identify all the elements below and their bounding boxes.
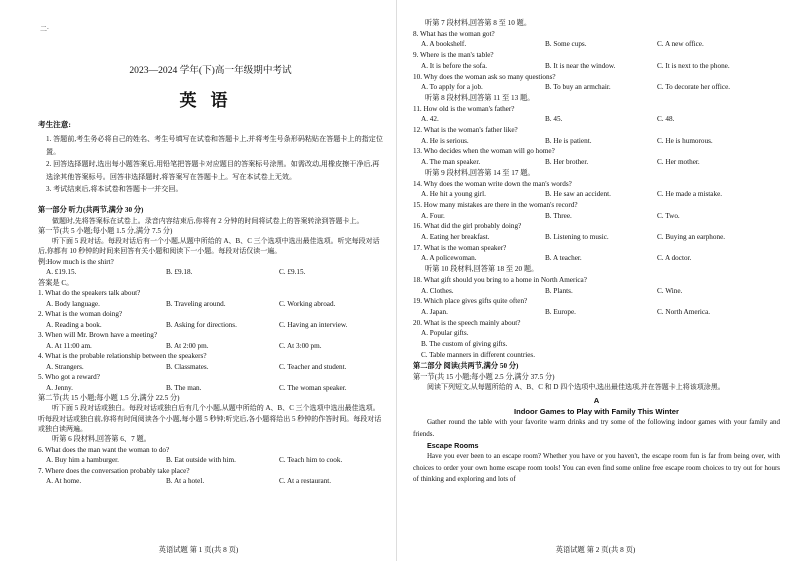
option-c: C. Her mother. [657, 158, 700, 167]
option-a: A. Jenny. [46, 383, 73, 392]
question-9 [413, 50, 780, 71]
exam-page-2 [397, 0, 794, 561]
option-b: B. Some cups. [545, 40, 587, 49]
question-text: 10. Why does the woman ask so many questions? [413, 72, 556, 81]
question-text: 4. What is the probable relationship between the speakers? [38, 352, 207, 361]
option-a: A. Japan. [421, 307, 448, 316]
option-b: B. Her brother. [545, 158, 589, 167]
option-b: B. To buy an armchair. [545, 83, 611, 92]
question-text: 15. How many mistakes are there in the woman's record? [413, 200, 578, 209]
option-b: B. A teacher. [545, 254, 582, 263]
option-a: A. Four. [421, 211, 445, 220]
question-text: 12. What is the woman's father like? [413, 126, 518, 135]
option-b: B. Classmates. [166, 362, 209, 371]
option-a: A. He hit a young girl. [421, 190, 486, 199]
question-14 [413, 179, 780, 200]
option-b: B. It is near the window. [545, 61, 616, 70]
notice-item: 3. 考试结束后,将本试卷和答题卡一并交回。 [46, 185, 183, 193]
option-b: B. The man. [166, 383, 202, 392]
question-6 [38, 445, 383, 466]
material-10-prompt: 听第 10 段材料,回答第 18 至 20 题。 [425, 265, 539, 274]
section1-heading: 第一节(共 5 小题;每小题 1.5 分,满分 7.5 分) [38, 226, 173, 235]
option-a: A. The man speaker. [421, 158, 481, 167]
question-text: 9. Where is the man's table? [413, 51, 494, 60]
option-c: C. At a restaurant. [279, 477, 332, 486]
section2-instructions: 听下面 5 段对话或独白。每段对话或独白后有几个小题,从题中所给的 A、B、C 三个选项中选出最佳选项。听每段对话或独白前,你将有时间阅读各个小题,每小题 5 秒钟;听完后,各小题将给出 5 秒钟的作答时间。每段对话或独白读两遍。 [38, 404, 382, 434]
question-text: 13. Who decides when the woman will go home? [413, 147, 555, 156]
option-c: C. Teach him to cook. [279, 456, 343, 465]
option-c: C. Having an interview. [279, 320, 348, 329]
part2-instructions: 阅读下列短文,从每题所给的 A、B、C 和 D 四个选项中,选出最佳选项,并在答题卡上将该项涂黑。 [427, 382, 725, 391]
question-17 [413, 243, 780, 264]
question-text: 16. What did the girl probably doing? [413, 222, 522, 231]
corner-mark: 二 · [40, 25, 49, 33]
material-9-prompt: 听第 9 段材料,回答第 14 至 17 题。 [425, 168, 535, 177]
question-1 [38, 288, 383, 309]
option-a: A. At 11:00 am. [46, 341, 92, 350]
question-13 [413, 146, 780, 167]
option-a: A. Buy him a hamburger. [46, 456, 119, 465]
question-2 [38, 309, 383, 330]
question-4 [38, 351, 383, 372]
question-15 [413, 200, 780, 221]
option-a: A. 42. [421, 115, 439, 124]
section2-heading: 第二节(共 15 小题;每小题 1.5 分,满分 22.5 分) [38, 394, 180, 403]
option-c: C. Table manners in different countries. [421, 350, 535, 359]
question-16 [413, 221, 780, 242]
option-b: B. Asking for directions. [166, 320, 237, 329]
question-text: 17. What is the woman speaker? [413, 243, 507, 252]
option-b: B. Traveling around. [166, 299, 226, 308]
option-a: A. He is serious. [421, 136, 469, 145]
option-a: A. A policewoman. [421, 254, 477, 263]
part1-instructions: 做题时,先将答案标在试卷上。录音内容结束后,你将有 2 分钟的时间将试卷上的答案转涂到答题卡上。 [52, 216, 364, 225]
passage-paragraph: Have you ever been to an escape room? Whether you have or you haven't, the escape room fun is far from being over, with choices to order your own home escape room tools! You can even find some online free escape room choices to try out for hours of thinking and exploring and lots of [413, 452, 780, 484]
question-text: 19. Which place gives gifts quite often? [413, 297, 528, 306]
exam-title: 2023—2024 学年(下)高一年级期中考试 [129, 65, 292, 76]
question-text: 5. Who got a reward? [38, 373, 100, 382]
option-c: C. £9.15. [279, 268, 306, 277]
option-b: B. At 2:00 pm. [166, 341, 209, 350]
option-b: B. Listening to music. [545, 233, 609, 242]
option-a: A. At home. [46, 477, 82, 486]
option-c: C. It is next to the phone. [657, 61, 730, 70]
passage-paragraph: Gather round the table with your favorite warm drinks and try some of the following indoor games with your family and friends. [413, 418, 780, 438]
option-b: B. 45. [545, 115, 563, 124]
option-c: C. At 3:00 pm. [279, 341, 322, 350]
option-b: B. The custom of giving gifts. [421, 340, 508, 349]
option-a: A. Body language. [46, 299, 100, 308]
option-c: C. 48. [657, 115, 675, 124]
question-text: 8. What has the woman got? [413, 29, 495, 38]
question-text: 1. What do the speakers talk about? [38, 289, 141, 298]
option-b: B. Three. [545, 211, 572, 220]
option-c: C. Working abroad. [279, 299, 336, 308]
example-answer: 答案是 C。 [38, 278, 74, 287]
option-b: B. Plants. [545, 286, 573, 295]
option-a: A. Eating her breakfast. [421, 233, 490, 242]
question-text: 14. Why does the woman write down the man's words? [413, 179, 572, 188]
option-b: B. £9.18. [166, 268, 193, 277]
section1-instructions: 听下面 5 段对话。每段对话后有一个小题,从题中所给的 A、B、C 三个选项中选出最佳选项。听完每段对话后,你都有 10 秒钟的时间来回答有关小题和阅读下一小题。每段对话仅读一遍。 [38, 237, 380, 256]
material-8-prompt: 听第 8 段材料,回答第 11 至 13 题。 [425, 93, 535, 102]
option-c: C. Teacher and student. [279, 362, 347, 371]
notice-heading: 考生注意: [38, 120, 71, 129]
option-a: A. Popular gifts. [421, 329, 469, 338]
option-c: C. To decorate her office. [657, 83, 731, 92]
subject-heading: 英语 [179, 91, 242, 111]
question-text: 20. What is the speech mainly about? [413, 318, 521, 327]
question-text: 3. When will Mr. Brown have a meeting? [38, 331, 158, 340]
option-c: C. A doctor. [657, 254, 692, 263]
option-c: C. Wine. [657, 286, 683, 295]
option-a: A. Reading a book. [46, 320, 102, 329]
option-c: C. He is humorous. [657, 136, 713, 145]
question-text: 7. Where does the conversation probably take place? [38, 466, 190, 475]
page-footer: 英语试题 第 1 页(共 8 页) [158, 545, 239, 554]
material-7-prompt: 听第 7 段材料,回答第 8 至 10 题。 [425, 19, 532, 27]
part2-section1-heading: 第一节(共 15 小题;每小题 2.5 分,满分 37.5 分) [413, 372, 555, 381]
notice-item: 1. 答题前,考生务必将自己的姓名、考生号填写在试卷和答题卡上,并将考生号条形码粘贴在答题卡上的指定位置。 [46, 135, 383, 156]
option-a: A. Strangers. [46, 362, 84, 371]
option-b: B. He is patient. [545, 136, 592, 145]
question-8 [413, 29, 780, 50]
question-5 [38, 372, 383, 393]
passage-letter: A [593, 396, 600, 406]
option-c: C. Two. [657, 211, 680, 220]
option-a: A. A bookshelf. [421, 40, 467, 49]
question-3 [38, 330, 383, 351]
option-c: C. A new office. [657, 40, 704, 49]
option-c: C. The woman speaker. [279, 383, 347, 392]
question-text: 11. How old is the woman's father? [413, 104, 515, 113]
question-18 [413, 275, 780, 296]
notice-item: 2. 回答选择题时,选出每小题答案后,用铅笔把答题卡对应题目的答案标号涂黑。如需改动,用橡皮擦干净后,再选涂其他答案标号。回答非选择题时,将答案写在答题卡上。写在本试卷上无效。 [46, 160, 380, 181]
question-text: 2. What is the woman doing? [38, 310, 123, 319]
question-20 [413, 318, 780, 361]
part1-heading: 第一部分 听力(共两节,满分 30 分) [38, 205, 144, 214]
page-footer: 英语试题 第 2 页(共 8 页) [555, 545, 636, 554]
option-a: A. It is before the sofa. [421, 61, 488, 70]
option-b: B. Europe. [545, 307, 576, 316]
option-b: B. He saw an accident. [545, 190, 611, 199]
option-c: C. He made a mistake. [657, 190, 723, 199]
question-text: 18. What gift should you bring to a home in North America? [413, 275, 587, 284]
option-b: B. Eat outside with him. [166, 456, 236, 465]
example-question: 例:How much is the shirt? [38, 257, 114, 266]
option-a: A. £19.15. [46, 268, 77, 277]
option-b: B. At a hotel. [166, 477, 205, 486]
option-a: A. To apply for a job. [421, 83, 483, 92]
option-c: C. Buying an earphone. [657, 233, 726, 242]
passage-title: Indoor Games to Play with Family This Winter [514, 407, 679, 417]
option-a: A. Clothes. [421, 286, 454, 295]
example-options [38, 267, 383, 278]
question-10 [413, 72, 780, 93]
question-19 [413, 296, 780, 317]
question-12 [413, 125, 780, 146]
question-7 [38, 466, 383, 487]
question-text: 6. What does the man want the woman to do? [38, 445, 170, 454]
option-c: C. North America. [657, 307, 711, 316]
passage-subheading: Escape Rooms [427, 441, 479, 451]
question-11 [413, 104, 780, 125]
part2-heading: 第二部分 阅读(共两节,满分 50 分) [413, 361, 519, 370]
material-6-prompt: 听第 6 段材料,回答第 6、7 题。 [52, 435, 151, 444]
